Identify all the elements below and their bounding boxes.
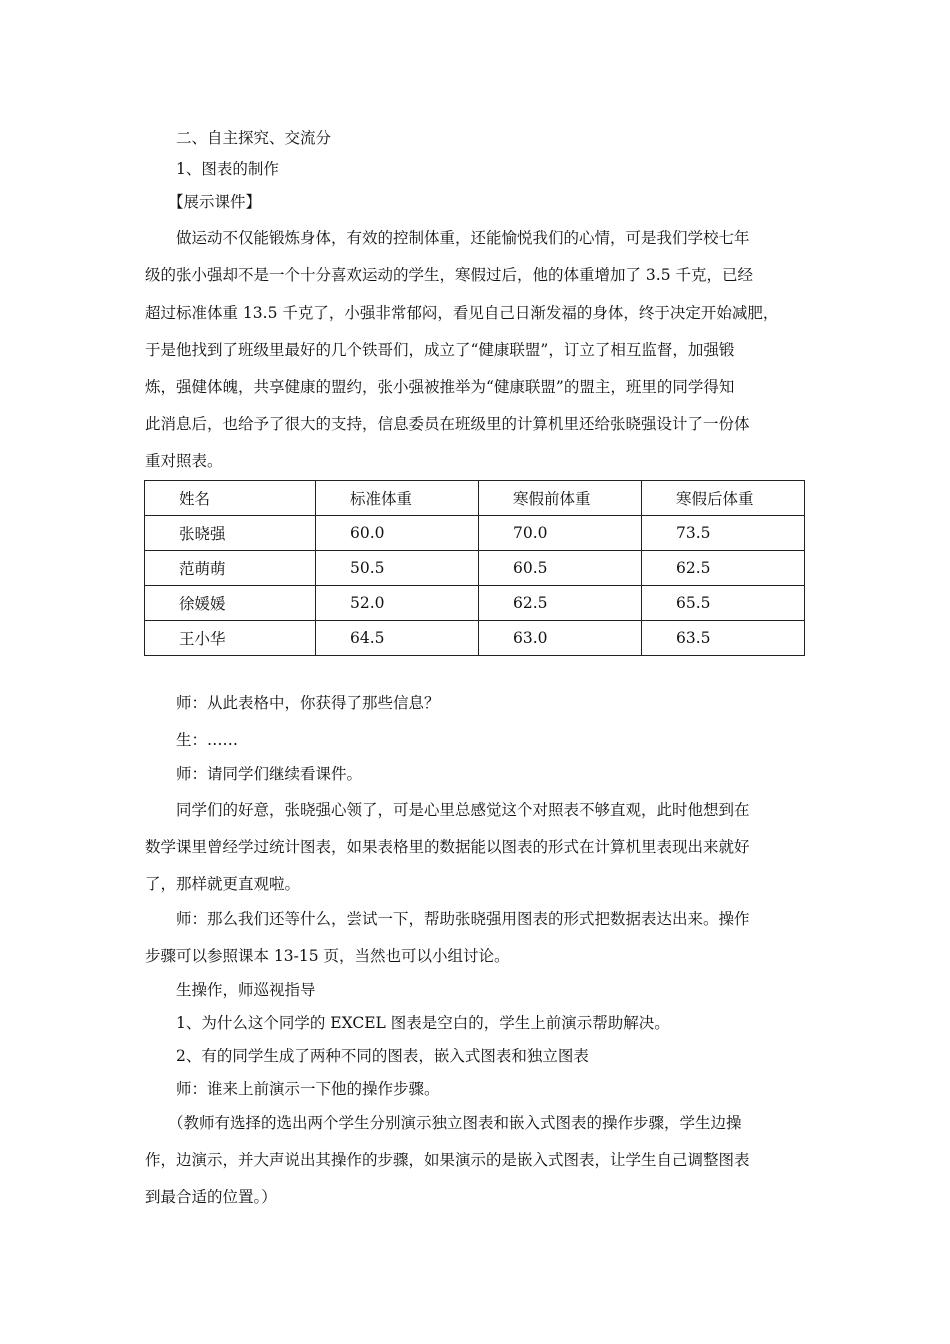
table-header-row: [145, 481, 805, 516]
cell-standard: 60.0: [316, 516, 479, 551]
intro-line: 级的张小强却不是一个十分喜欢运动的学生，寒假过后，他的体重增加了 3.5 千克，已经: [145, 266, 754, 284]
cell-after: 73.5: [642, 516, 805, 551]
intro-line: 于是他找到了班级里最好的几个铁哥们，成立了“健康联盟”，订立了相互监督，加强锻: [145, 341, 735, 359]
dialogue-line: 师：从此表格中，你获得了那些信息？: [176, 694, 440, 712]
header-name: 姓名: [145, 481, 316, 516]
courseware-tag: 【展示课件】: [168, 193, 262, 211]
cell-name: 张晓强: [145, 516, 316, 551]
cell-after: 62.5: [642, 551, 805, 586]
dialogue-line: 师：请同学们继续看课件。: [176, 765, 363, 783]
cell-name: 王小华: [145, 621, 316, 656]
cell-standard: 64.5: [316, 621, 479, 656]
paragraph-line: 数学课里曾经学过统计图表，如果表格里的数据能以图表的形式在计算机里表现出来就好: [145, 838, 750, 856]
table-row: [145, 516, 805, 551]
cell-name: 徐媛媛: [145, 586, 316, 621]
step-line: 生操作，师巡视指导: [176, 981, 316, 999]
header-weight-after: 寒假后体重: [642, 481, 805, 516]
intro-line: 做运动不仅能锻炼身体，有效的控制体重，还能愉悦我们的心情，可是我们学校七年: [176, 229, 750, 247]
cell-standard: 50.5: [316, 551, 479, 586]
intro-line: 重对照表。: [145, 452, 223, 470]
step-line: 师：谁来上前演示一下他的操作步骤。: [176, 1080, 440, 1098]
cell-before: 60.5: [479, 551, 642, 586]
step-line: 2、有的同学生成了两种不同的图表，嵌入式图表和独立图表: [176, 1047, 589, 1065]
teacher-note-line: （教师有选择的选出两个学生分别演示独立图表和嵌入式图表的操作步骤，学生边操: [168, 1114, 742, 1132]
teacher-note-line: 作，边演示，并大声说出其操作的步骤，如果演示的是嵌入式图表，让学生自己调整图表: [145, 1151, 750, 1169]
cell-after: 65.5: [642, 586, 805, 621]
cell-after: 63.5: [642, 621, 805, 656]
paragraph-line: 同学们的好意，张晓强心领了，可是心里总感觉这个对照表不够直观，此时他想到在: [176, 801, 750, 819]
header-standard-weight: 标准体重: [316, 481, 479, 516]
intro-line: 超过标准体重 13.5 千克了，小强非常郁闷，看见自己日渐发福的身体，终于决定开始减肥，: [145, 304, 779, 322]
cell-before: 70.0: [479, 516, 642, 551]
header-weight-before: 寒假前体重: [479, 481, 642, 516]
subsection-heading: 1、图表的制作: [176, 160, 279, 178]
paragraph-line: 步骤可以参照课本 13-15 页，当然也可以小组讨论。: [145, 947, 510, 965]
cell-standard: 52.0: [316, 586, 479, 621]
weight-comparison-table: [144, 480, 805, 656]
table-row: [145, 551, 805, 586]
cell-name: 范萌萌: [145, 551, 316, 586]
intro-line: 此消息后，也给予了很大的支持，信息委员在班级里的计算机里还给张晓强设计了一份体: [145, 415, 750, 433]
section-heading: 二、自主探究、交流分: [176, 129, 332, 147]
dialogue-line: 生：……: [176, 731, 239, 749]
step-line: 1、为什么这个同学的 EXCEL 图表是空白的，学生上前演示帮助解决。: [176, 1014, 670, 1032]
cell-before: 63.0: [479, 621, 642, 656]
paragraph-line: 师：那么我们还等什么，尝试一下，帮助张晓强用图表的形式把数据表达出来。操作: [176, 910, 750, 928]
table-row: [145, 586, 805, 621]
paragraph-line: 了，那样就更直观啦。: [145, 875, 301, 893]
teacher-note-line: 到最合适的位置。）: [145, 1188, 277, 1206]
intro-line: 炼，强健体魄，共享健康的盟约，张小强被推举为“健康联盟”的盟主，班里的同学得知: [145, 378, 735, 396]
cell-before: 62.5: [479, 586, 642, 621]
table-row: [145, 621, 805, 656]
